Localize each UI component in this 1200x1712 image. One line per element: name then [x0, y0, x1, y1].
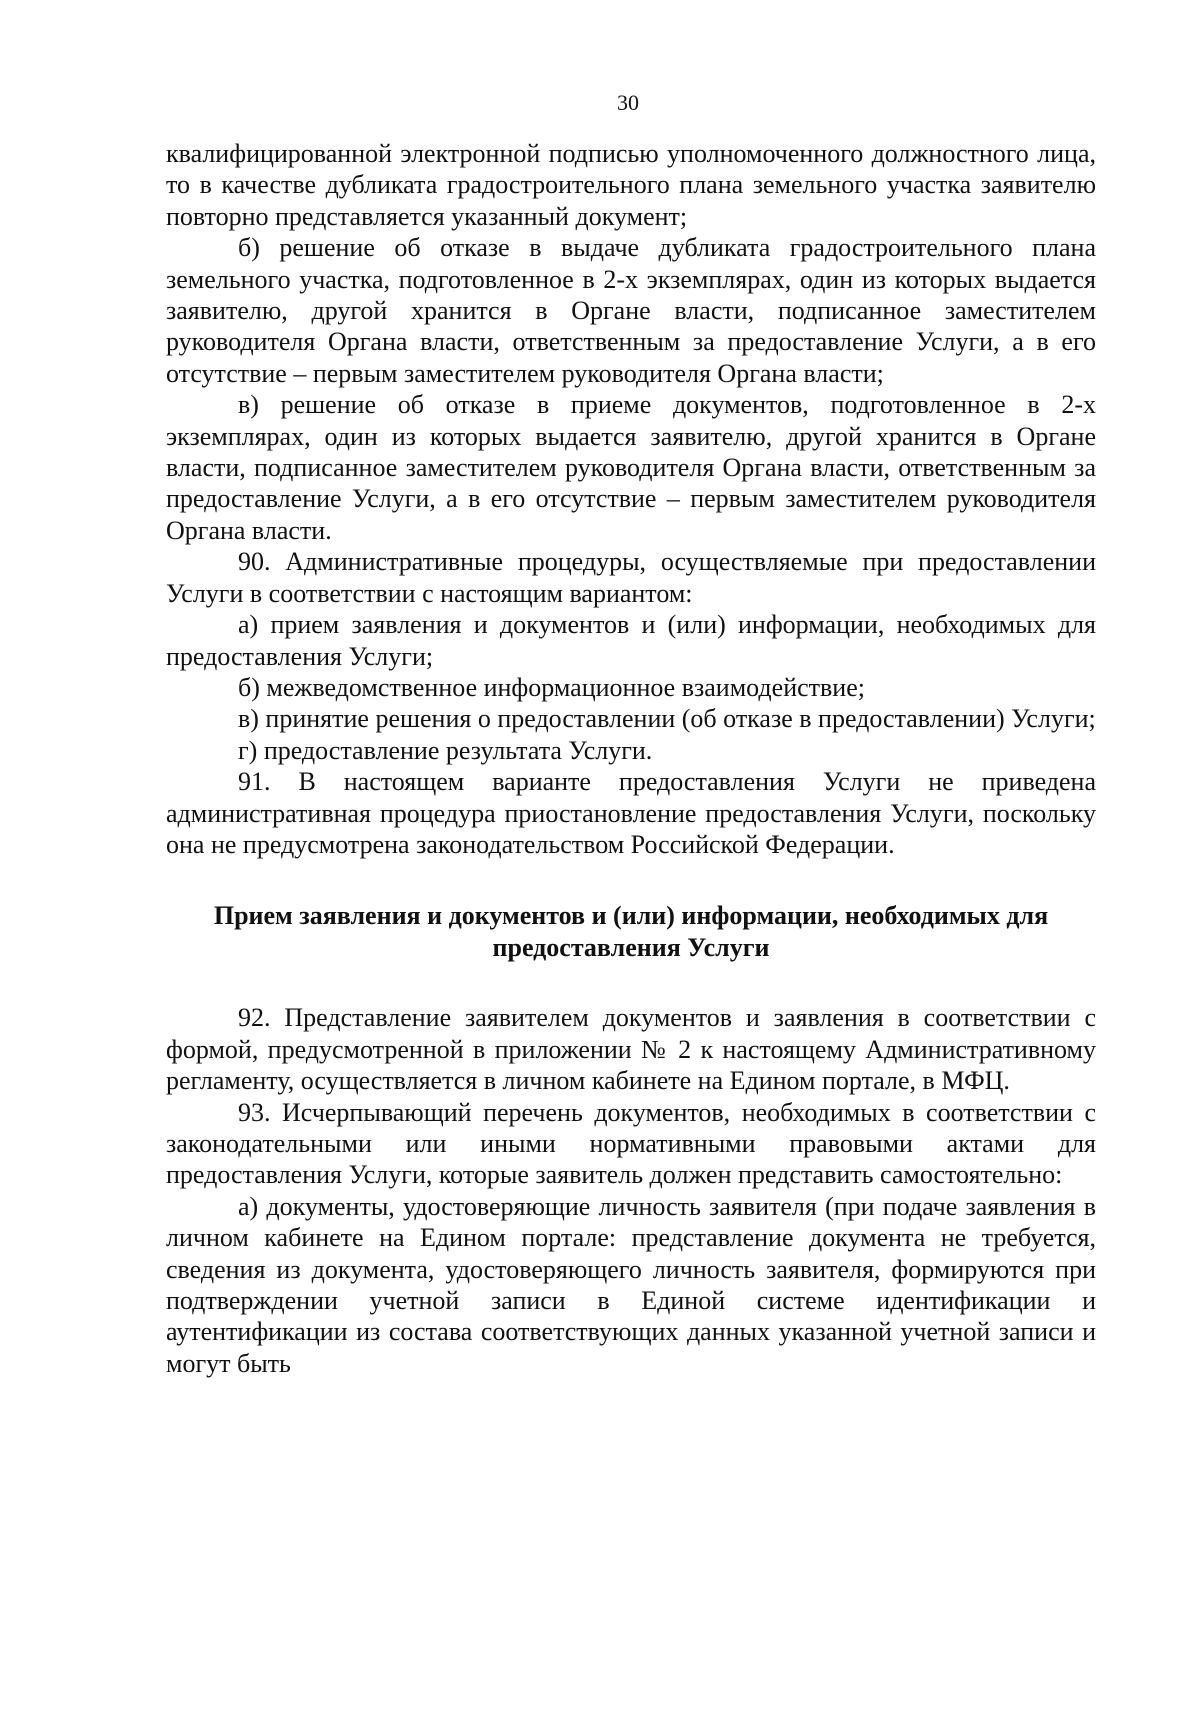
- page-number: 30: [617, 90, 639, 115]
- paragraph: квалифицированной электронной подписью уполномоченного должностного лица, то в качестве дубликата градостроительного плана земельного участка заявителю повторно представляется указанный документ;: [166, 139, 1096, 231]
- top-paragraphs: [166, 138, 1096, 860]
- section-heading-line: Прием заявления и документов и (или) информации, необходимых для: [213, 901, 1049, 931]
- paragraph: а) прием заявления и документов и (или) информации, необходимых для предоставления Услуги;: [166, 610, 1096, 671]
- paragraph: в) принятие решения о предоставлении (об отказе в предоставлении) Услуги;: [238, 704, 1096, 734]
- section-heading: [166, 900, 1096, 964]
- bottom-paragraphs: [166, 1002, 1096, 1379]
- section-heading-line: предоставления Услуги: [492, 933, 770, 963]
- paragraph: 90. Административные процедуры, осуществляемые при предоставлении Услуги в соответствии с настоящим вариантом:: [166, 547, 1096, 608]
- document-body: [166, 138, 1096, 1379]
- paragraph: г) предоставление результата Услуги.: [238, 735, 653, 765]
- paragraph: 92. Представление заявителем документов и заявления в соответствии с формой, предусмотренной в приложении № 2 к настоящему Административному регламенту, осуществляется в личном кабинете на Едином портале, в МФЦ.: [166, 1003, 1096, 1096]
- paragraph: 91. В настоящем варианте предоставления Услуги не приведена административная процедура приостановление предоставления Услуги, поскольку она не предусмотрена законодательством Российской Федерации.: [166, 767, 1096, 859]
- paragraph: в) решение об отказе в приеме документов, подготовленное в 2-х экземплярах, один из которых выдается заявителю, другой хранится в Органе власти, подписанное заместителем руководителя Органа власти, ответственным за предоставление Услуги, а в его отсутствие – первым заместителем руководителя Органа власти.: [166, 390, 1096, 545]
- paragraph: б) межведомственное информационное взаимодействие;: [238, 672, 865, 702]
- paragraph: б) решение об отказе в выдаче дубликата градостроительного плана земельного участка, подготовленное в 2-х экземплярах, один из которых выдается заявителю, другой хранится в Органе власти, подписанное заместителем руководителя Органа власти, ответственным за предоставление Услуги, а в его отсутствие – первым заместителем руководителя Органа власти;: [166, 233, 1096, 388]
- paragraph: а) документы, удостоверяющие личность заявителя (при подаче заявления в личном кабинете на Едином портале: представление документа не требуется, сведения из документа, удостоверяющего личность заявителя, формируются при подтверждении учетной записи в Единой системе идентификации и аутентификации из состава соответствующих данных указанной учетной записи и могут быть: [166, 1191, 1096, 1378]
- paragraph: 93. Исчерпывающий перечень документов, необходимых в соответствии с законодательными или иными нормативными правовыми актами для предоставления Услуги, которые заявитель должен представить самостоятельно:: [166, 1097, 1096, 1190]
